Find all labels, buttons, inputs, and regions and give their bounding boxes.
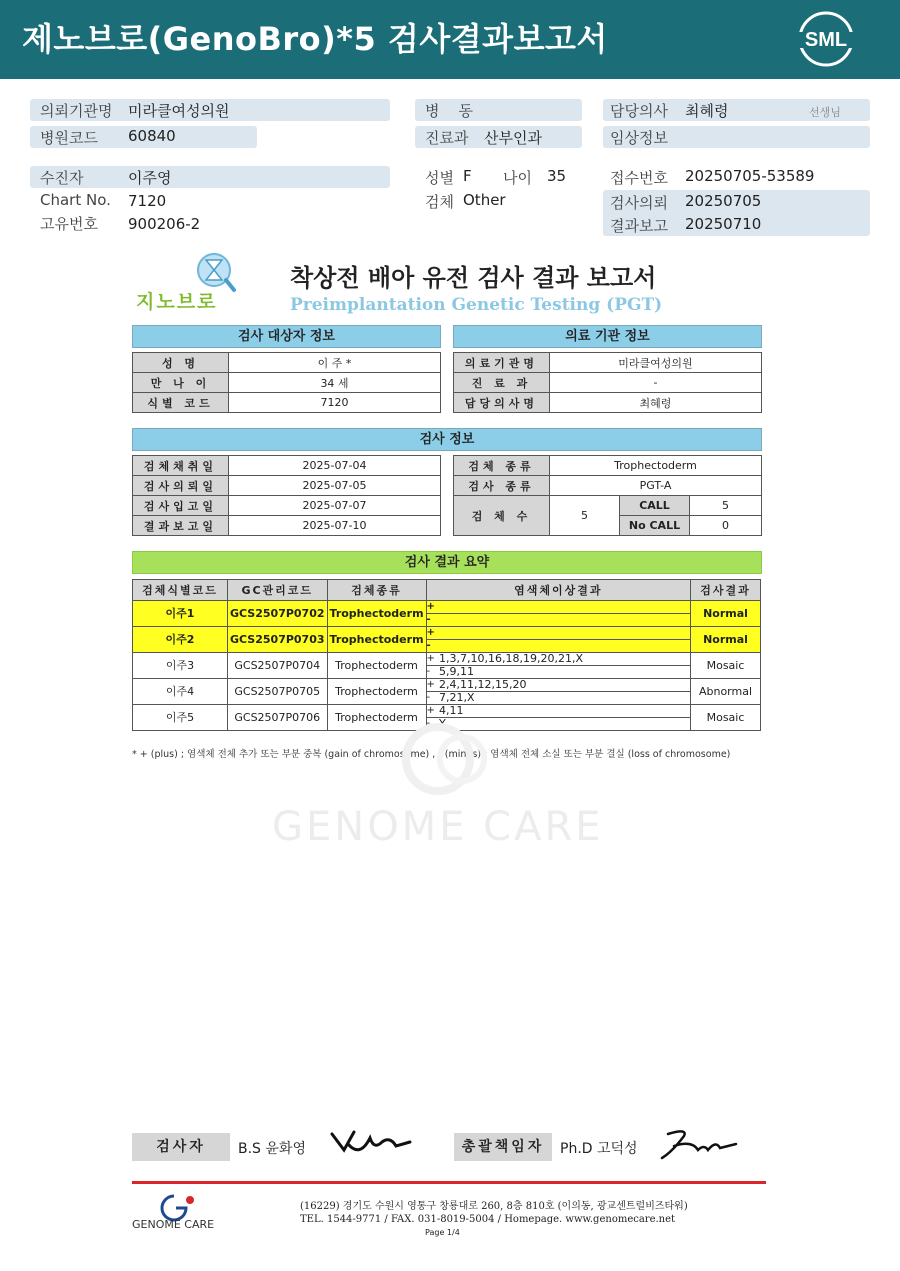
patient-label: 수진자 [40, 169, 84, 187]
doctor-value: 최혜령 [685, 102, 729, 120]
result-plus [437, 601, 690, 614]
institution-row [454, 393, 762, 413]
result-type: Trophectoderm [327, 705, 426, 731]
sex-label: 성별 [425, 169, 454, 187]
institution-row [454, 353, 762, 373]
summary-section-bar: 검사 결과 요약 [132, 551, 762, 574]
result-plus: 1,3,7,10,16,18,19,20,21,X [437, 653, 690, 666]
test-value: 2025-07-07 [229, 496, 441, 516]
plus-sign: + [426, 601, 437, 614]
test-type-value: PGT-A [550, 476, 762, 496]
institution-value: 미라클여성의원 [550, 353, 762, 373]
test-section-bar: 검사 정보 [132, 428, 762, 451]
test-type-label: 검사 종류 [454, 476, 550, 496]
institution-value: 최혜령 [550, 393, 762, 413]
result-type: Trophectoderm [327, 679, 426, 705]
subject-key: 만 나 이 [133, 373, 229, 393]
director-label: 총괄책임자 [454, 1133, 552, 1161]
result-gc-code: GCS2507P0704 [228, 653, 328, 679]
age-label: 나이 [503, 169, 532, 187]
director-name: Ph.D 고덕성 [560, 1141, 638, 1157]
test-key: 검체채취일 [133, 456, 229, 476]
result-plus: 2,4,11,12,15,20 [437, 679, 690, 692]
receipt-label: 접수번호 [610, 169, 668, 187]
specimen-table [453, 455, 762, 536]
specimen-type-label: 검체 종류 [454, 456, 550, 476]
institution-key: 의료기관명 [454, 353, 550, 373]
request-label: 검사의뢰 [610, 194, 668, 212]
genome-care-text: GENOME CARE [132, 1218, 215, 1231]
result-gc-code: GCS2507P0706 [228, 705, 328, 731]
results-header-cell: 검체종류 [327, 580, 426, 601]
subject-row [133, 373, 441, 393]
result-minus: Y [437, 718, 690, 731]
result-plus [437, 627, 690, 640]
call-value: 5 [690, 496, 762, 516]
watermark-text: GENOME CARE [272, 804, 604, 850]
result-gc-code: GCS2507P0705 [228, 679, 328, 705]
age-value: 35 [547, 167, 567, 185]
plus-sign: + [426, 679, 437, 692]
subject-key: 성 명 [133, 353, 229, 373]
director-signature-icon [658, 1126, 740, 1162]
specimen-label: 검체 [425, 193, 454, 211]
receipt-value: 20250705-53589 [685, 167, 815, 185]
results-header-cell: 검사결과 [691, 580, 761, 601]
sml-logo-icon [790, 10, 862, 68]
result-minus: 5,9,11 [437, 666, 690, 679]
report-title: 착상전 배아 유전 검사 결과 보고서 [290, 264, 657, 292]
result-id: 이주5 [133, 705, 228, 731]
specimen-value: Other [463, 191, 506, 209]
result-minus [437, 640, 690, 653]
subject-value: 34 세 [229, 373, 441, 393]
subject-row [133, 353, 441, 373]
result-outcome: Mosaic [691, 653, 761, 679]
chart-value: 7120 [128, 192, 167, 210]
uid-label: 고유번호 [40, 215, 98, 233]
subject-key: 식별 코드 [133, 393, 229, 413]
minus-sign: - [426, 666, 437, 679]
results-header-row [133, 580, 761, 601]
specimen-count-label: 검 체 수 [454, 496, 550, 536]
results-header-cell: 염색체이상결과 [426, 580, 690, 601]
minus-sign: - [426, 692, 437, 705]
report-subtitle: Preimplantation Genetic Testing (PGT) [290, 295, 663, 315]
result-plus: 4,11 [437, 705, 690, 718]
contact-line: TEL. 1544-9771 / FAX. 031-8019-5004 / Homepage. www.genomecare.net [300, 1214, 676, 1225]
uid-value: 900206-2 [128, 215, 201, 233]
tester-label: 검사자 [132, 1133, 230, 1161]
minus-sign: - [426, 640, 437, 653]
result-row [133, 627, 761, 640]
minus-sign: - [426, 718, 437, 731]
institution-key: 진 료 과 [454, 373, 550, 393]
test-key: 검사의뢰일 [133, 476, 229, 496]
result-outcome: Normal [691, 601, 761, 627]
result-id: 이주2 [133, 627, 228, 653]
result-outcome: Abnormal [691, 679, 761, 705]
footer-address [300, 1197, 760, 1225]
specimen-type-value: Trophectoderm [550, 456, 762, 476]
test-row [133, 516, 441, 536]
result-row [133, 601, 761, 614]
results-header-cell: 검체식별코드 [133, 580, 228, 601]
dept-value: 산부인과 [484, 129, 542, 147]
plus-sign: + [426, 705, 437, 718]
institution-row [454, 373, 762, 393]
header-bar [0, 0, 900, 79]
doctor-suffix: 선생님 [809, 106, 841, 119]
institution-key: 담당의사명 [454, 393, 550, 413]
test-row [133, 456, 441, 476]
report-label: 결과보고 [610, 217, 668, 235]
address-line: (16229) 경기도 수원시 영통구 창룡대로 260, 8층 810호 (이의동, 광교센트럴비즈타워) [300, 1201, 688, 1212]
sml-logo-text: SML [804, 29, 848, 51]
subject-section-bar: 검사 대상자 정보 [132, 325, 441, 348]
institution-value: - [550, 373, 762, 393]
test-value: 2025-07-10 [229, 516, 441, 536]
result-type: Trophectoderm [327, 627, 426, 653]
result-id: 이주4 [133, 679, 228, 705]
result-type: Trophectoderm [327, 653, 426, 679]
doctor-label: 담당의사 [610, 102, 668, 120]
patient-row [30, 166, 390, 188]
subject-value: 이 주 * [229, 353, 441, 373]
page-number: Page 1/4 [425, 1228, 460, 1237]
clinical-label: 임상정보 [610, 129, 668, 147]
nocall-label: No CALL [620, 516, 690, 536]
result-minus: 7,21,X [437, 692, 690, 705]
dept-label: 진료과 [425, 129, 469, 147]
plus-sign: + [426, 627, 437, 640]
ward-label: 병 동 [425, 102, 474, 120]
results-table [132, 579, 761, 731]
footnote: * + (plus) ; 염색체 전체 추가 또는 부분 중복 (gain of chromosome) , - (minus) ; 염색체 전체 소실 또는 부분 결실 (loss of chromosome) [132, 749, 731, 760]
genobro-logo-text: 지노브로 [136, 291, 218, 313]
subject-row [133, 393, 441, 413]
hosp-code-label: 병원코드 [40, 129, 98, 147]
institution-table [453, 352, 762, 413]
subject-table [132, 352, 441, 413]
tester-name: B.S 윤화영 [238, 1141, 306, 1157]
results-header-cell: GC관리코드 [228, 580, 328, 601]
report-value: 20250710 [685, 215, 762, 233]
result-minus [437, 614, 690, 627]
result-row [133, 653, 761, 666]
result-outcome: Mosaic [691, 705, 761, 731]
institution-section-bar: 의료 기관 정보 [453, 325, 762, 348]
req-org-value: 미라클여성의원 [128, 102, 230, 120]
watermark-logo-icon [398, 714, 498, 804]
test-row [133, 476, 441, 496]
tester-signature-icon [330, 1128, 412, 1160]
req-org-label: 의뢰기관명 [40, 102, 113, 120]
specimen-count-value: 5 [550, 496, 620, 536]
test-row [133, 496, 441, 516]
result-gc-code: GCS2507P0703 [228, 627, 328, 653]
hosp-code-value: 60840 [128, 127, 176, 145]
request-value: 20250705 [685, 192, 762, 210]
result-gc-code: GCS2507P0702 [228, 601, 328, 627]
nocall-value: 0 [690, 516, 762, 536]
footer-divider [132, 1181, 766, 1184]
sex-value: F [463, 167, 472, 185]
plus-sign: + [426, 653, 437, 666]
patient-value: 이주영 [128, 169, 172, 187]
test-table [132, 455, 441, 536]
result-type: Trophectoderm [327, 601, 426, 627]
result-row [133, 679, 761, 692]
subject-value: 7120 [229, 393, 441, 413]
report-header-title: 제노브로(GenoBro)*5 검사결과보고서 [22, 20, 608, 58]
result-outcome: Normal [691, 627, 761, 653]
test-key: 검사입고일 [133, 496, 229, 516]
test-key: 결과보고일 [133, 516, 229, 536]
result-id: 이주1 [133, 601, 228, 627]
minus-sign: - [426, 614, 437, 627]
result-id: 이주3 [133, 653, 228, 679]
test-value: 2025-07-05 [229, 476, 441, 496]
test-value: 2025-07-04 [229, 456, 441, 476]
call-label: CALL [620, 496, 690, 516]
chart-label: Chart No. [40, 191, 111, 209]
